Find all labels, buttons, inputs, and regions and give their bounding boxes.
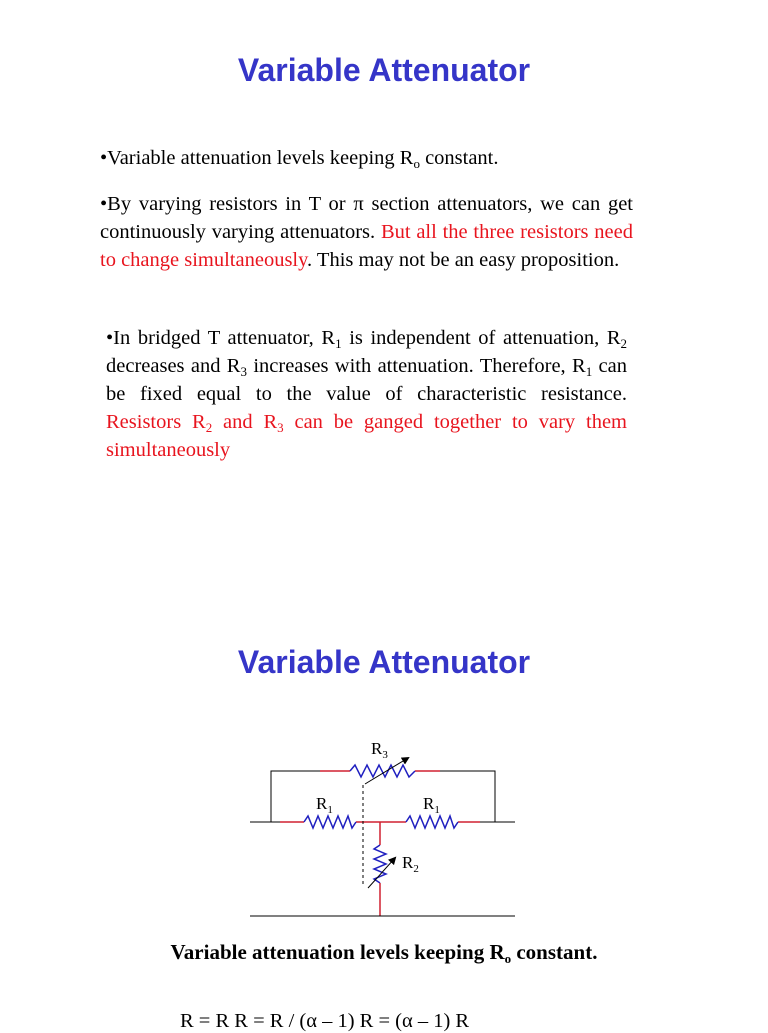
r1-right-label: $R_1$: [423, 794, 440, 816]
r3-resistor: [350, 765, 415, 777]
equations-line: R = R R = R / (α – 1) R = (α – 1) R: [180, 1010, 470, 1032]
slide2-title: Variable Attenuator: [237, 644, 531, 680]
r1-left-label: $R_1$: [316, 794, 333, 816]
slide1-title: Variable Attenuator: [237, 52, 531, 88]
diagram-caption: Variable attenuation levels keeping $R_o$ constant.: [170, 940, 598, 966]
r1-right-resistor: [406, 816, 458, 828]
r1-left-resistor: [304, 816, 356, 828]
r2-label: $R_2$: [402, 853, 419, 875]
r3-label: $R_3$: [371, 739, 388, 761]
r3-variable-arrow: [365, 758, 408, 784]
bridged-t-circuit-diagram: [240, 730, 530, 925]
bullet-bridged-t: •In bridged T attenuator, $R_1$ is independent of attenuation, $R_2$ decreases and $R_3$ increases with attenuation. Therefore, $R_1$ can be fixed equal to the value of characteristic resistance. Resistors $R_2$ and $R_3$ can be ganged together to vary them simultaneously: [106, 327, 627, 461]
bullet-varying-resistors: •By varying resistors in T or π section attenuators, we can get continuously varying attenuators. But all the three resistors need to change simultaneously. This may not be an easy proposition.: [100, 193, 633, 271]
r2-resistor: [374, 845, 386, 883]
top-bridge-wire: [271, 771, 495, 822]
highlight-simultaneous: But all the three resistors need to change simultaneously: [100, 221, 633, 271]
bullet-variable-levels: •Variable attenuation levels keeping $R_o$ constant.: [100, 147, 499, 171]
highlight-ganged: Resistors $R_2$ and $R_3$ can be ganged together to vary them simultaneously: [106, 411, 627, 461]
